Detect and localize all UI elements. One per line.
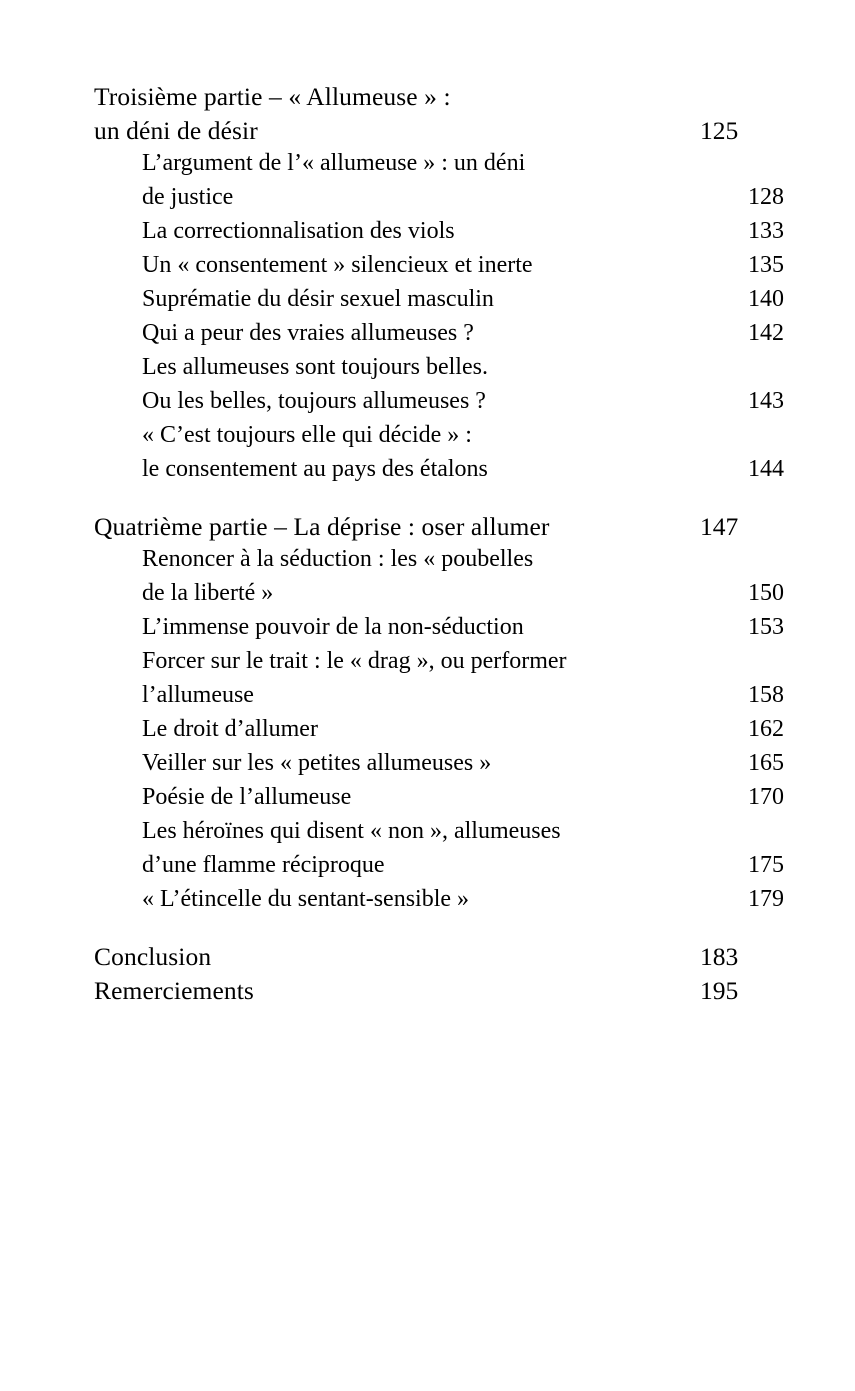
toc-page-number: 140 [748, 286, 784, 312]
toc-entry-title: le consentement au pays des étalons [142, 456, 488, 482]
toc-page-number: 162 [748, 716, 784, 742]
toc-entry-title: Forcer sur le trait : le « drag », ou performer [142, 648, 567, 674]
toc-line [142, 818, 761, 852]
toc-line [142, 218, 784, 252]
toc-line [142, 852, 784, 886]
toc-entry-title: Renoncer à la séduction : les « poubelles [142, 546, 534, 572]
toc-page-number: 128 [748, 184, 784, 210]
toc-page-number: 183 [700, 942, 739, 971]
toc-line [142, 252, 784, 286]
toc-page-number: 143 [748, 388, 784, 414]
toc-sub-entry[interactable] [142, 716, 784, 750]
toc-entry-title: « L’étincelle du sentant-sensible » [142, 886, 476, 912]
toc-sub-entry[interactable] [142, 422, 784, 490]
toc-line [142, 388, 784, 422]
toc-entry-title: Qui a peur des vraies allumeuses ? [142, 320, 480, 346]
toc-line [142, 546, 761, 580]
toc-line [142, 456, 784, 490]
toc-part-entry[interactable] [94, 942, 761, 976]
toc-sub-entry[interactable] [142, 354, 784, 422]
toc-line [142, 784, 784, 818]
toc-page-number: 195 [700, 976, 739, 1005]
toc-page-number: 179 [748, 886, 784, 912]
toc-entry-title: L’argument de l’« allumeuse » : un déni [142, 150, 526, 176]
toc-page-number: 153 [748, 614, 784, 640]
toc-line [94, 82, 761, 116]
toc-sub-entry[interactable] [142, 252, 784, 286]
toc-page-number: 125 [700, 116, 739, 145]
toc-entry-title: L’immense pouvoir de la non-séduction [142, 614, 524, 640]
toc-line [142, 320, 784, 354]
toc-page-number: 175 [748, 852, 784, 878]
toc-line [142, 716, 784, 750]
toc-entry-title: Les héroïnes qui disent « non », allumeuses [142, 818, 561, 844]
toc-entry-title: Poésie de l’allumeuse [142, 784, 358, 810]
toc-part-entry[interactable] [94, 512, 761, 546]
toc-page-number: 142 [748, 320, 784, 346]
toc-page-number: 170 [748, 784, 784, 810]
toc-entry-title: Remerciements [94, 976, 254, 1005]
toc-entry-title: Les allumeuses sont toujours belles. [142, 354, 488, 380]
toc-line [142, 886, 784, 920]
toc-sub-entry[interactable] [142, 784, 784, 818]
toc-sub-entry[interactable] [142, 320, 784, 354]
toc-part-entry[interactable] [94, 976, 761, 1010]
section-spacer [94, 490, 761, 512]
toc-line [142, 184, 784, 218]
toc-sub-entry[interactable] [142, 286, 784, 320]
toc-line [142, 648, 761, 682]
toc-line [142, 150, 761, 184]
toc-entry-title: Un « consentement » silencieux et inerte [142, 252, 533, 278]
toc-sub-entry[interactable] [142, 546, 784, 614]
toc-page-number: 147 [700, 512, 739, 541]
toc-line [142, 750, 784, 784]
toc-line [94, 512, 761, 546]
toc-entry-title: Troisième partie – « Allumeuse » : [94, 82, 451, 111]
toc-entry-title: un déni de désir [94, 116, 258, 145]
toc-entry-title: « C’est toujours elle qui décide » : [142, 422, 472, 448]
toc-entry-title: Veiller sur les « petites allumeuses » [142, 750, 492, 776]
toc-page-number: 165 [748, 750, 784, 776]
toc-line [142, 580, 784, 614]
toc-sub-entry[interactable] [142, 150, 784, 218]
toc-sub-entry[interactable] [142, 218, 784, 252]
toc-page-number: 150 [748, 580, 784, 606]
toc-sub-entry[interactable] [142, 886, 784, 920]
toc-line [142, 614, 784, 648]
toc-page-number: 133 [748, 218, 784, 244]
toc-line [94, 942, 761, 976]
toc-line [94, 116, 761, 150]
toc-line [142, 422, 761, 456]
toc-entry-title: Suprématie du désir sexuel masculin [142, 286, 500, 312]
toc-entry-title: de la liberté » [142, 580, 280, 606]
toc-entry-title: d’une flamme réciproque [142, 852, 385, 878]
toc-line [94, 976, 761, 1010]
toc-sub-entry[interactable] [142, 614, 784, 648]
toc-part-entry[interactable] [94, 82, 761, 150]
toc-sub-entry[interactable] [142, 818, 784, 886]
toc-entry-title: La correctionnalisation des viols [142, 218, 455, 244]
toc-entry-title: Quatrième partie – La déprise : oser allumer [94, 512, 550, 541]
toc-sub-entry[interactable] [142, 648, 784, 716]
toc-entry-title: de justice [142, 184, 234, 210]
toc-page-number: 135 [748, 252, 784, 278]
toc-line [142, 682, 784, 716]
table-of-contents [94, 82, 784, 1010]
toc-entry-title: Le droit d’allumer [142, 716, 318, 742]
section-spacer [94, 920, 761, 942]
toc-line [142, 286, 784, 320]
toc-line [142, 354, 761, 388]
toc-entry-title: l’allumeuse [142, 682, 254, 708]
toc-page-number: 158 [748, 682, 784, 708]
toc-sub-entry[interactable] [142, 750, 784, 784]
toc-page-number: 144 [748, 456, 784, 482]
toc-entry-title: Ou les belles, toujours allumeuses ? [142, 388, 492, 414]
toc-entry-title: Conclusion [94, 942, 218, 971]
